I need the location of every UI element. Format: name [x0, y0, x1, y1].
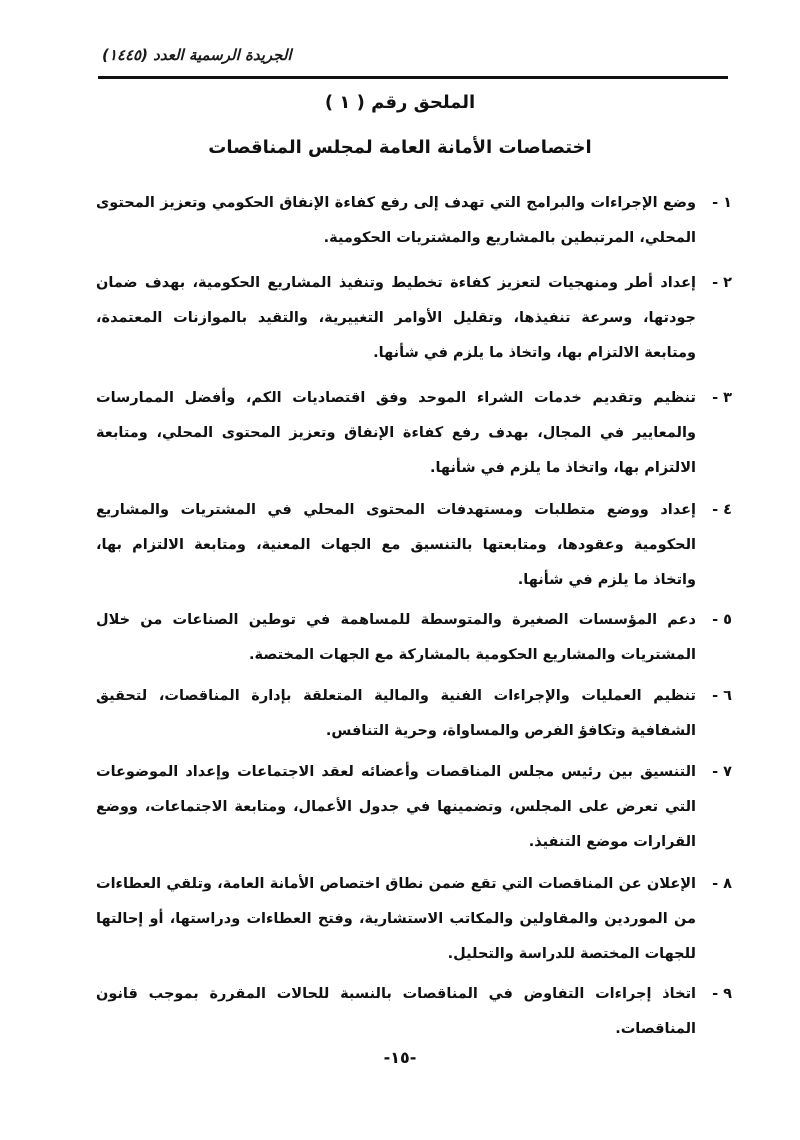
clause-number: ٥ - — [712, 612, 732, 628]
clause-text: إعداد ووضع متطلبات ومستهدفات المحتوى المحلي في المشتريات والمشاريع الحكومية وعقودها، ومتابعتها بالتنسيق مع الجهات المعنية، ومتابعة الالتزام بها، واتخاذ ما يلزم في شأنها. — [96, 502, 696, 588]
clause-number: ٧ - — [712, 764, 732, 780]
clause-number: ٢ - — [712, 275, 732, 291]
clause-number: ٦ - — [712, 688, 732, 704]
document-title: اختصاصات الأمانة العامة لمجلس المناقصات — [208, 137, 592, 158]
clause-text: التنسيق بين رئيس مجلس المناقصات وأعضائه لعقد الاجتماعات وإعداد الموضوعات التي تعرض على المجلس، وتضمينها في جدول الأعمال، ومتابعة الاجتماعات، ووضع القرارات موضع التنفيذ. — [96, 764, 696, 850]
page-number: -١٥- — [383, 1048, 417, 1067]
clause-1 — [96, 186, 732, 266]
clause-text: إعداد أطر ومنهجيات لتعزيز كفاءة تخطيط وتنفيذ المشاريع الحكومية، بهدف ضمان جودتها، وسرعة تنفيذها، وتقليل الأوامر التغييرية، والتقيد بالموازنات المعتمدة، ومتابعة الالتزام بها، واتخاذ ما يلزم في شأنها. — [96, 275, 696, 361]
clause-number: ٩ - — [712, 986, 732, 1002]
clause-3 — [96, 381, 732, 493]
clause-text: وضع الإجراءات والبرامج التي تهدف إلى رفع كفاءة الإنفاق الحكومي وتعزيز المحتوى المحلي، المرتبطين بالمشاريع والمشتريات الحكومية. — [96, 195, 696, 246]
clause-text: تنظيم العمليات والإجراءات الفنية والمالية المتعلقة بإدارة المناقصات، لتحقيق الشفافية وتكافؤ الفرص والمساواة، وحرية التنافس. — [96, 688, 696, 739]
clause-text: دعم المؤسسات الصغيرة والمتوسطة للمساهمة في توطين الصناعات من خلال المشتريات والمشاريع الحكومية بالمشاركة مع الجهات المختصة. — [96, 612, 696, 663]
clause-number: ١ - — [712, 195, 732, 211]
clause-number: ٨ - — [712, 876, 732, 892]
clause-9 — [96, 977, 732, 1053]
clause-list — [96, 186, 732, 1053]
clause-7 — [96, 755, 732, 867]
clause-number: ٣ - — [712, 390, 732, 406]
annex-label: الملحق رقم ( ١ ) — [324, 92, 476, 113]
running-header: الجريدة الرسمية العدد (١٤٤٥) — [102, 46, 292, 64]
clause-text: اتخاذ إجراءات التفاوض في المناقصات بالنسبة للحالات المقررة بموجب قانون المناقصات. — [96, 986, 696, 1037]
clause-6 — [96, 679, 732, 755]
clause-text: تنظيم وتقديم خدمات الشراء الموحد وفق اقتصاديات الكم، وأفضل الممارسات والمعايير في المجال، بهدف رفع كفاءة الإنفاق وتعزيز المحتوى المحلي، ومتابعة الالتزام بها، واتخاذ ما يلزم في شأنها. — [96, 390, 696, 476]
header-rule — [98, 76, 728, 79]
clause-4 — [96, 493, 732, 603]
clause-2 — [96, 266, 732, 381]
clause-8 — [96, 867, 732, 977]
clause-number: ٤ - — [712, 502, 732, 518]
clause-5 — [96, 603, 732, 679]
clause-text: الإعلان عن المناقصات التي تقع ضمن نطاق اختصاص الأمانة العامة، وتلقي العطاءات من الموردين والمقاولين والمكاتب الاستشارية، وفتح العطاءات ودراستها، أو إحالتها للجهات المختصة للدراسة والتحليل. — [96, 876, 696, 962]
